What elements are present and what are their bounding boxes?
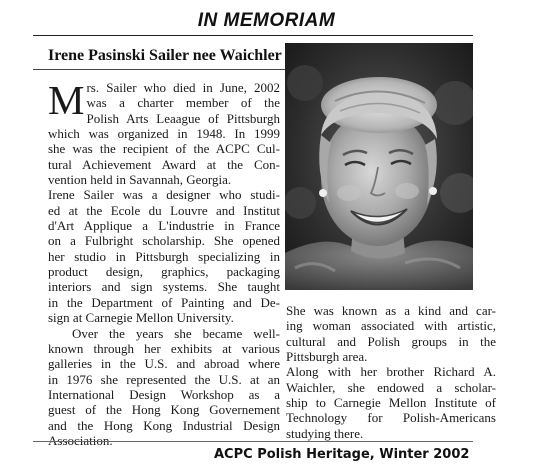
text-line: She was known as a kind and car- — [286, 303, 496, 318]
text-line: her studio in Pittsburgh specializing in — [48, 248, 280, 264]
text-line: studying there. — [286, 425, 364, 441]
portrait-photo — [285, 43, 473, 290]
text-line: ship to Carnegie Mellon Institute of — [286, 395, 496, 411]
left-column — [48, 77, 280, 448]
text-line: International Design Workshop as a — [48, 386, 280, 402]
text-line: tural Achievement Award at the Con- — [48, 156, 280, 172]
text-line: d'Art Applique a L'industrie in France — [48, 218, 280, 234]
text-line: was a charter member of the — [86, 95, 280, 111]
top-rule — [33, 35, 473, 36]
text-line: guest of the Hong Kong Governement — [48, 402, 280, 418]
publication-credit: ACPC Polish Heritage, Winter 2002 — [214, 447, 470, 462]
right-column — [286, 303, 496, 441]
drop-cap: M — [48, 77, 85, 123]
text-line: product design, graphics, packaging — [48, 264, 280, 280]
text-line: on a Fulbright scholarship. She opened — [48, 233, 280, 249]
text-line: cultural and Polish groups in the — [286, 333, 496, 349]
memoriam-title: IN MEMORIAM — [197, 10, 336, 31]
text-line: Association. — [48, 432, 113, 448]
text-line: Pittsburgh area. — [286, 349, 368, 365]
text-line: Waichler, she endowed a scholar- — [286, 379, 496, 395]
text-line: in the Department of Painting and De- — [48, 294, 280, 310]
text-line: interiors and sign systems. She taught — [48, 279, 280, 295]
text-line: vention held in Savannah, Georgia. — [48, 172, 232, 188]
article-heading: Irene Pasinski Sailer nee Waichler — [48, 47, 282, 64]
text-line: rs. Sailer who died in June, 2002 — [86, 80, 280, 95]
text-line: Irene Sailer was a designer who studi- — [48, 187, 280, 203]
text-line: galleries in the U.S. and abroad where — [48, 356, 280, 372]
text-line: Over the years she became well- — [72, 325, 280, 341]
text-line: Polish Arts Leaague of Pittsburgh — [86, 110, 280, 126]
text-line: known through her exhibits at various — [48, 340, 280, 356]
text-line: sign at Carnegie Mellon University. — [48, 310, 234, 326]
text-line: ing woman associated with artistic, — [286, 318, 496, 334]
text-line: Along with her brother Richard A. — [286, 364, 496, 380]
bottom-rule — [33, 441, 473, 442]
text-line: in 1976 she represented the U.S. at an — [48, 371, 280, 387]
text-line: ed at the Ecole du Louvre and Institut — [48, 202, 280, 218]
portrait-image — [285, 43, 473, 290]
text-line: she was the recipient of the ACPC Cul- — [48, 141, 280, 157]
text-line: and the Hong Kong Industrial Design — [48, 417, 280, 433]
text-line: Technology for Polish-Americans — [286, 410, 496, 426]
text-line: which was organized in 1948. In 1999 — [48, 126, 280, 142]
